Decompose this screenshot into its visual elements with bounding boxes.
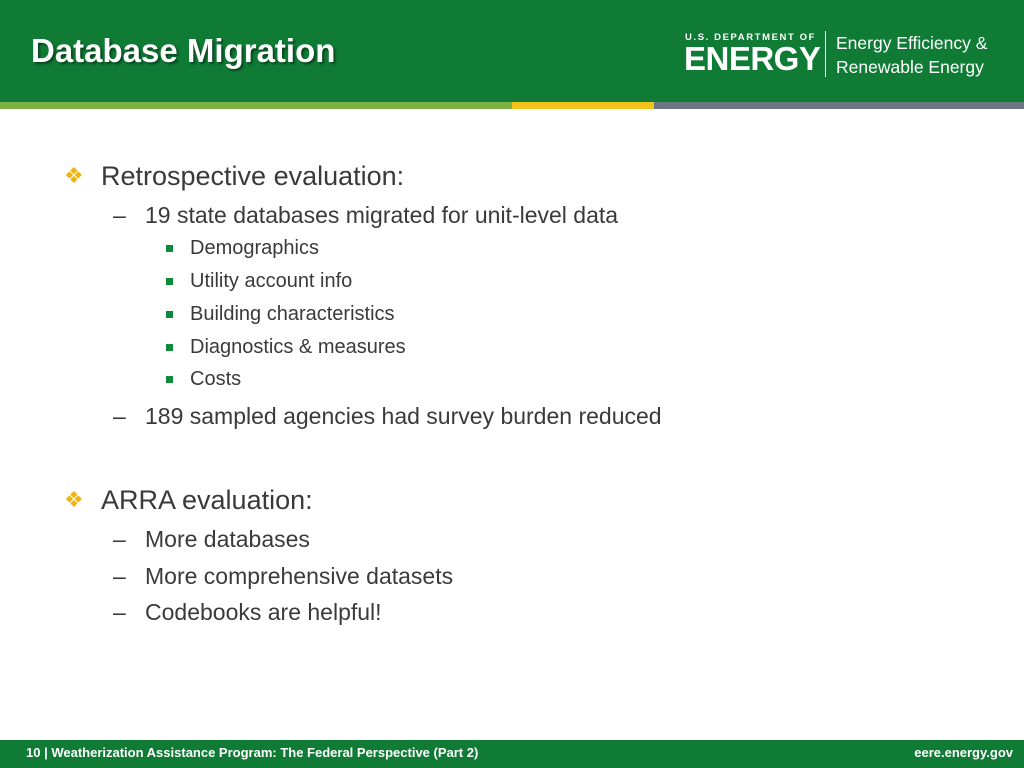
list-item: Codebooks are helpful!	[145, 599, 382, 625]
dash-icon: –	[113, 526, 126, 552]
square-icon	[166, 344, 173, 351]
sub-list-item: Building characteristics	[190, 303, 395, 325]
doe-logo-energy-text: ENERGY	[684, 40, 821, 77]
footer-slide-info: 10 | Weatherization Assistance Program: The Federal Perspective (Part 2)	[26, 745, 479, 760]
doe-logo-small-text: U.S. DEPARTMENT OF	[685, 32, 817, 43]
slide-footer	[0, 740, 1024, 768]
four-diamond-icon: ❖	[64, 163, 84, 188]
accent-stripe-yellow	[512, 102, 654, 109]
list-item: More comprehensive datasets	[145, 563, 454, 589]
dash-icon: –	[113, 599, 126, 625]
square-icon	[166, 311, 173, 318]
square-icon	[166, 376, 173, 383]
eere-line-2: Renewable Energy	[836, 57, 984, 77]
slide-header	[0, 0, 1024, 102]
sub-list-item: Diagnostics & measures	[190, 336, 406, 358]
sub-list-item: Demographics	[190, 237, 319, 259]
sub-list-item: Utility account info	[190, 270, 353, 292]
dash-icon: –	[113, 403, 126, 429]
list-item: More databases	[145, 526, 310, 552]
footer-url: eere.energy.gov	[914, 745, 1013, 760]
list-item: 19 state databases migrated for unit-level data	[145, 202, 619, 228]
eere-line-1: Energy Efficiency &	[836, 33, 988, 53]
section-heading: ARRA evaluation:	[101, 485, 313, 515]
sub-list-item: Costs	[190, 368, 242, 390]
slide-title: Database Migration	[31, 32, 336, 69]
square-icon	[166, 278, 173, 285]
accent-stripe-green	[0, 102, 512, 109]
four-diamond-icon: ❖	[64, 487, 84, 512]
dash-icon: –	[113, 563, 126, 589]
logo-divider	[825, 31, 826, 77]
eere-logo-text	[836, 31, 987, 79]
square-icon	[166, 245, 173, 252]
accent-stripe-gray	[654, 102, 1024, 109]
dash-icon: –	[113, 202, 126, 228]
list-item: 189 sampled agencies had survey burden reduced	[145, 403, 662, 429]
section-heading: Retrospective evaluation:	[101, 161, 405, 191]
